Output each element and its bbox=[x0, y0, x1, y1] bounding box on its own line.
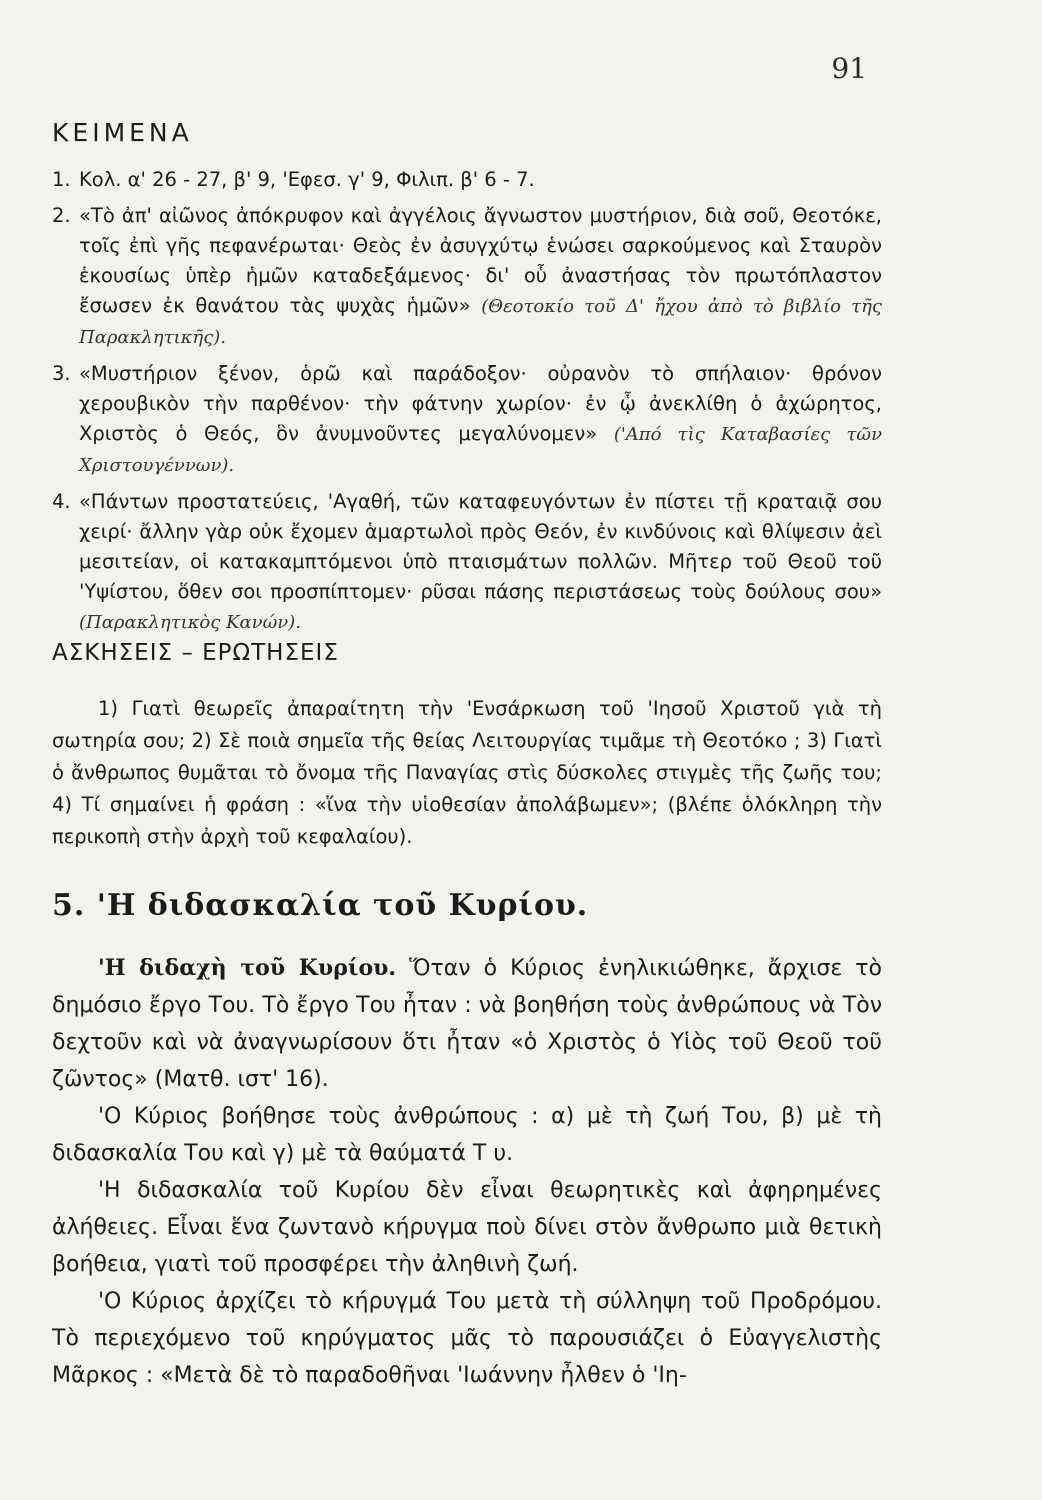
text-item-number: 1. bbox=[52, 168, 71, 191]
chapter-body bbox=[52, 950, 882, 1394]
text-item-quote: «Μυστήριον ξένον, ὁρῶ καὶ παράδοξον· οὐρανὸν τὸ σπήλαιον· θρόνον χερουβικὸν τὴν παρθένον· τὴν φάτνην χωρίον· ἐν ᾧ ἀνεκλίθη ὁ ἀχώρητος, Χριστὸς ὁ Θεός, ὃν ἀνυμνοῦντες μεγαλύνομεν» bbox=[79, 362, 882, 445]
text-item-body bbox=[79, 487, 882, 638]
text-item bbox=[52, 359, 882, 481]
texts-list bbox=[52, 165, 882, 644]
text-item bbox=[52, 201, 882, 353]
text-item-number: 3. bbox=[52, 362, 71, 385]
texts-heading: ΚΕΙΜΕΝΑ bbox=[52, 118, 193, 147]
page-number: 91 bbox=[831, 52, 867, 85]
text-item-body bbox=[79, 359, 882, 481]
text-item-source: (Θεοτοκίο τοῦ Δ' ἤχου ἀπὸ τὸ βιβλίο τῆς Παρακλητικῆς). bbox=[79, 296, 883, 348]
text-item bbox=[52, 165, 882, 195]
body-paragraph bbox=[52, 1172, 882, 1283]
body-paragraph bbox=[52, 950, 882, 1098]
paragraph-text: 'Ο Κύριος βοήθησε τοὺς ἀνθρώπους : α) μὲ τὴ ζωή Του, β) μὲ τὴ διδασκαλία Του καὶ γ) μὲ τὰ θαύματά Τ υ. bbox=[52, 1104, 882, 1166]
paragraph-text: Ὅταν ὁ Κύριος ἐνηλικιώθηκε, ἄρχισε τὸ δημόσιο ἔργο Του. Τὸ ἔργο Του ἦταν : νὰ βοηθήση τοὺς ἀνθρώπους νὰ Τὸν δεχτοῦν καὶ νὰ ἀναγνωρίσουν ὅτι ἦταν «ὁ Χριστὸς ὁ Υἱὸς τοῦ Θεοῦ τοῦ ζῶντος» (Ματθ. ιστ' 16). bbox=[52, 956, 883, 1092]
text-item-number: 4. bbox=[52, 490, 71, 513]
text-item-source: ('Από τὶς Καταβασίες τῶν Χριστουγέννων). bbox=[79, 424, 883, 476]
exercises-questions: 1) Γιατὶ θεωρεῖς ἀπαραίτητη τὴν 'Ενσάρκωση τοῦ 'Ιησοῦ Χριστοῦ γιὰ τὴ σωτηρία σου; 2) Σὲ ποιὰ σημεῖα τῆς θείας Λειτουργίας τιμᾶμε τὴ Θεοτόκο ; 3) Γιατὶ ὁ ἄνθρωπος θυμᾶται τὸ ὄνομα τῆς Παναγίας στὶς δύσκολες στιγμὲς τῆς ζωῆς του; 4) Τί σημαίνει ἡ φράση : «ἵνα τὴν υἱοθεσίαν ἀπολάβωμεν»; (βλέπε ὁλόκληρη τὴν περικοπὴ στὴν ἀρχὴ τοῦ κεφαλαίου). bbox=[52, 697, 882, 848]
text-item-quote: «Πάντων προστατεύεις, 'Αγαθή, τῶν καταφευγόντων ἐν πίστει τῇ κραταιᾷ σου χειρί· ἄλλην γὰρ οὐκ ἔχομεν ἁμαρτωλοὶ πρὸς Θεόν, ἐν κινδύνοις καὶ θλίψεσιν ἀεὶ μεσιτείαν, οἱ κατακαμπτόμενοι ὑπὸ πταισμάτων πολλῶν. Μῆτερ τοῦ Θεοῦ τοῦ 'Υψίστου, ὅθεν σοι προσπίπτομεν· ρῦσαι πάσης περιστάσεως τοὺς δούλους σου» bbox=[79, 490, 882, 603]
chapter-title: 5. 'Η διδασκαλία τοῦ Κυρίου. bbox=[52, 888, 589, 923]
text-item-quote: «Τὸ ἀπ' αἰῶνος ἀπόκρυφον καὶ ἀγγέλοις ἄγνωστον μυστήριον, διὰ σοῦ, Θεοτόκε, τοῖς ἐπὶ γῆς πεφανέρωται· Θεὸς ἐν ἀσυγχύτῳ ἑνώσει σαρκούμενος καὶ Σταυρὸν ἑκουσίως ὑπὲρ ἡμῶν καταδεξάμενος· δι' οὗ ἀναστήσας τὸν πρωτόπλαστον ἔσωσεν ἐκ θανάτου τὰς ψυχὰς ἡμῶν» bbox=[79, 204, 882, 317]
exercises-heading: ΑΣΚΗΣΕΙΣ – ΕΡΩΤΗΣΕΙΣ bbox=[52, 640, 339, 666]
paragraph-text: 'Η διδασκαλία τοῦ Κυρίου δὲν εἶναι θεωρητικὲς καὶ ἀφηρημένες ἀλήθειες. Εἶναι ἕνα ζωντανὸ κήρυγμα ποὺ δίνει στὸν ἄνθρωπο μιὰ θετικὴ βοήθεια, γιατὶ τοῦ προσφέρει τὴν ἀληθινὴ ζωή. bbox=[52, 1178, 882, 1277]
text-item-body bbox=[79, 201, 882, 353]
text-item-source: (Παρακλητικὸς Κανών). bbox=[79, 612, 301, 633]
text-item-number: 2. bbox=[52, 204, 71, 227]
text-item bbox=[52, 487, 882, 638]
paragraph-text: 'Ο Κύριος ἀρχίζει τὸ κήρυγμά Του μετὰ τὴ σύλληψη τοῦ Προδρόμου. Τὸ περιεχόμενο τοῦ κηρύγματος μᾶς τὸ παρουσιάζει ὁ Εὐαγγελιστὴς Μᾶρκος : «Μετὰ δὲ τὸ παραδοθῆναι 'Ιωάννην ἦλθεν ὁ 'Ιη- bbox=[52, 1289, 882, 1388]
body-paragraph bbox=[52, 1283, 882, 1394]
text-item-body: Κολ. α' 26 - 27, β' 9, 'Εφεσ. γ' 9, Φιλιπ. β' 6 - 7. bbox=[79, 168, 535, 191]
body-paragraph bbox=[52, 1098, 882, 1172]
paragraph-heading: 'Η διδαχὴ τοῦ Κυρίου. bbox=[98, 955, 397, 981]
